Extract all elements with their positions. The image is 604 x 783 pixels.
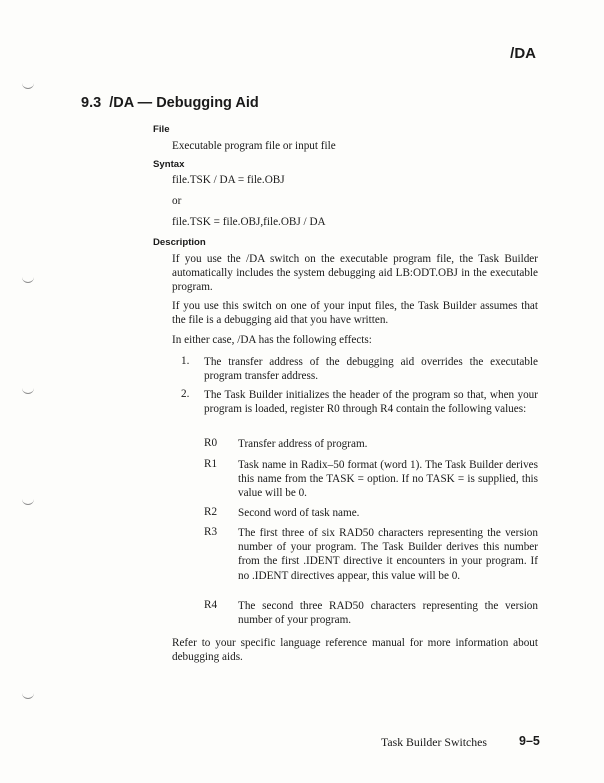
register-name: R3 [204, 526, 218, 538]
file-label: File [153, 124, 170, 135]
description-paragraph-2: If you use this switch on one of your input files, the Task Builder assumes that the file is a debugging aid that you have written. [172, 300, 538, 327]
register-name: R1 [204, 458, 218, 470]
description-paragraph-1: If you use the /DA switch on the executable program file, the Task Builder automatically includes the system debugging aid LB:ODT.OBJ in the executable program. [172, 253, 538, 294]
syntax-label: Syntax [153, 159, 185, 170]
syntax-line-2: file.TSK = file.OBJ,file.OBJ / DA [172, 216, 326, 228]
list-item-number: 2. [181, 388, 190, 400]
description-label: Description [153, 237, 206, 248]
binder-mark [22, 83, 34, 89]
binder-mark [22, 277, 34, 283]
register-description: Transfer address of program. [238, 438, 368, 450]
register-name: R0 [204, 437, 218, 449]
register-description: Task name in Radix–50 format (word 1). The Task Builder derives this name from the TASK = option. If no TASK = is supplied, this value will be 0. [238, 459, 538, 500]
page-number: 9–5 [519, 734, 540, 748]
binder-mark [22, 499, 34, 505]
list-item-text: The Task Builder initializes the header of the program so that, when your program is loaded, register R0 through R4 contain the following values: [204, 389, 538, 416]
register-description: Second word of task name. [238, 507, 360, 519]
list-item-text: The transfer address of the debugging aid overrides the executable program transfer address. [204, 356, 538, 383]
binder-mark [22, 693, 34, 699]
closing-paragraph: Refer to your specific language reference manual for more information about debugging aids. [172, 637, 538, 664]
list-item-number: 1. [181, 355, 190, 367]
footer-title: Task Builder Switches [381, 735, 487, 749]
binder-mark [22, 388, 34, 394]
syntax-line-1: file.TSK / DA = file.OBJ [172, 174, 285, 186]
running-header: /DA [510, 45, 536, 62]
register-description: The first three of six RAD50 characters representing the version number of your program. The Task Builder derives this number from the first .IDENT directive it encounters in your program. If no .IDENT directives appear, this value will be 0. [238, 527, 538, 582]
syntax-or: or [172, 195, 182, 207]
register-name: R2 [204, 506, 218, 518]
register-description: The second three RAD50 characters representing the version number of your program. [238, 600, 538, 627]
file-text: Executable program file or input file [172, 140, 336, 152]
section-heading: 9.3 /DA — Debugging Aid [81, 95, 259, 111]
description-paragraph-3: In either case, /DA has the following effects: [172, 334, 372, 346]
register-name: R4 [204, 599, 218, 611]
